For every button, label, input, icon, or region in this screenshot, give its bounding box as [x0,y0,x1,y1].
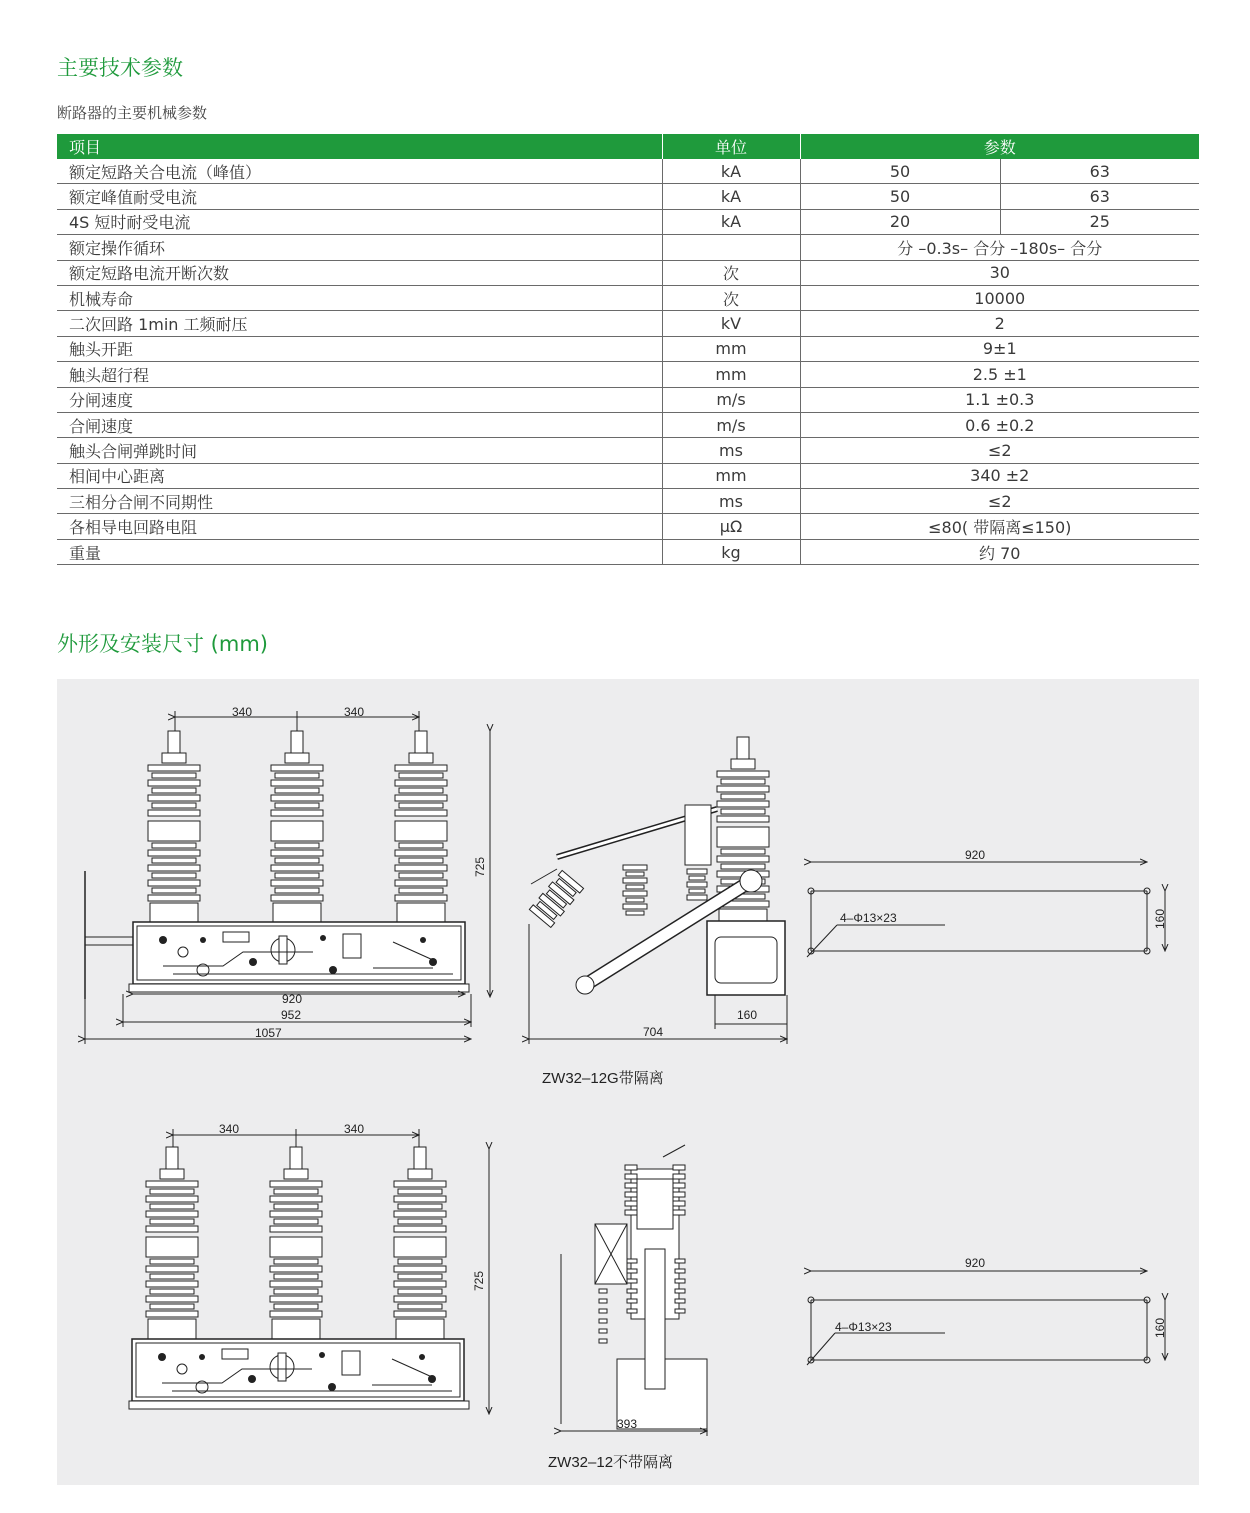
dim-920-plan-bottom: 920 [965,1256,986,1270]
cell-value: ≤2 [800,489,1199,514]
table-row [57,184,1199,209]
table-row [57,438,1199,463]
cell-value: 约 70 [800,539,1199,564]
cell-item: 相间中心距离 [57,463,662,488]
table-header-row [57,134,1199,159]
dim-height-top: 725 [473,856,487,877]
cell-value: 2 [800,311,1199,336]
cell-item: 触头开距 [57,336,662,361]
front-view-top [85,705,490,1044]
dim-160-plan-bottom: 160 [1153,1317,1167,1338]
technical-drawings [57,679,1199,1485]
cell-item: 触头超行程 [57,362,662,387]
cell-unit: ms [662,489,800,514]
cell-unit: kA [662,184,800,209]
cell-unit: kg [662,539,800,564]
cell-value: 1.1 ±0.3 [800,387,1199,412]
dim-393: 393 [617,1417,638,1431]
cell-item: 各相导电回路电阻 [57,514,662,539]
mounting-plan-bottom [807,1256,1167,1365]
cell-item: 额定短路关合电流（峰值） [57,159,662,184]
cell-unit: μΩ [662,514,800,539]
dim-height-bottom: 725 [472,1270,486,1291]
cell-value: 10000 [800,285,1199,310]
table-row [57,412,1199,437]
front-view-bottom [129,1122,489,1414]
cell-item: 额定峰值耐受电流 [57,184,662,209]
header-unit: 单位 [662,134,800,159]
cell-value: 340 ±2 [800,463,1199,488]
dim-1057: 1057 [255,1026,282,1040]
drawing-panel [57,679,1199,1485]
section-title-dimensions: 外形及安装尺寸 (mm) [57,632,268,656]
cell-value-2: 63 [1000,184,1199,209]
cell-value-2: 25 [1000,209,1199,234]
table-row [57,209,1199,234]
cell-value: ≤2 [800,438,1199,463]
table-row [57,489,1199,514]
dim-160-plan-top: 160 [1153,908,1167,929]
dim-pitch-3: 340 [219,1122,240,1136]
table-row [57,235,1199,260]
cell-value: 30 [800,260,1199,285]
cell-unit: m/s [662,412,800,437]
holes-label-top: 4–Φ13×23 [840,911,897,925]
cell-value: 2.5 ±1 [800,362,1199,387]
cell-unit: m/s [662,387,800,412]
cell-item: 三相分合闸不同期性 [57,489,662,514]
table-row [57,159,1199,184]
cell-value: 0.6 ±0.2 [800,412,1199,437]
cell-item: 机械寿命 [57,285,662,310]
cell-value-1: 20 [800,209,1000,234]
cell-item: 合闸速度 [57,412,662,437]
caption-without-isolator: ZW32–12不带隔离 [548,1454,674,1471]
table-caption: 断路器的主要机械参数 [57,104,208,122]
caption-with-isolator: ZW32–12G带隔离 [542,1070,664,1087]
table-row [57,311,1199,336]
cell-unit: kA [662,209,800,234]
cell-item: 二次回路 1min 工频耐压 [57,311,662,336]
cell-value-1: 50 [800,159,1000,184]
table-row [57,285,1199,310]
dim-160-side: 160 [737,1008,758,1022]
cell-unit: mm [662,463,800,488]
cell-item: 分闸速度 [57,387,662,412]
cell-unit: 次 [662,260,800,285]
cell-item: 额定短路电流开断次数 [57,260,662,285]
table-row [57,336,1199,361]
mounting-plan-top [807,848,1167,957]
table-row [57,387,1199,412]
cell-unit: kA [662,159,800,184]
cell-value-2: 63 [1000,159,1199,184]
dim-952: 952 [281,1008,302,1022]
cell-unit: 次 [662,285,800,310]
cell-value: 9±1 [800,336,1199,361]
table-row [57,362,1199,387]
spec-table [57,134,1199,565]
holes-label-bottom: 4–Φ13×23 [835,1320,892,1334]
section-title-params: 主要技术参数 [57,56,183,80]
dim-pitch-2: 340 [344,705,365,719]
cell-unit: mm [662,362,800,387]
cell-unit [662,235,800,260]
dim-pitch-4: 340 [344,1122,365,1136]
side-view-without-isolator [548,1145,707,1471]
cell-item: 触头合闸弹跳时间 [57,438,662,463]
header-value: 参数 [800,134,1199,159]
table-row [57,539,1199,564]
header-item: 项目 [57,134,662,159]
cell-value: 分 –0.3s– 合分 –180s– 合分 [800,235,1199,260]
table-row [57,514,1199,539]
cell-item: 重量 [57,539,662,564]
table-row [57,260,1199,285]
cell-unit: kV [662,311,800,336]
dim-920-top: 920 [282,992,303,1006]
dim-pitch-1: 340 [232,705,253,719]
dim-704: 704 [643,1025,664,1039]
cell-value-1: 50 [800,184,1000,209]
dim-920-plan-top: 920 [965,848,986,862]
cell-item: 4S 短时耐受电流 [57,209,662,234]
cell-unit: mm [662,336,800,361]
side-view-with-isolator [529,737,787,1087]
table-row [57,463,1199,488]
cell-unit: ms [662,438,800,463]
cell-item: 额定操作循环 [57,235,662,260]
cell-value: ≤80( 带隔离≤150) [800,514,1199,539]
